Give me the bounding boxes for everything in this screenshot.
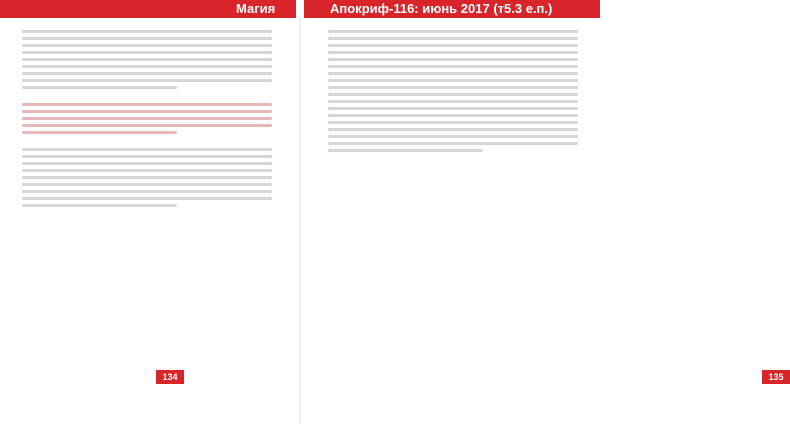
left-page-number: 134: [156, 370, 184, 384]
right-page-number: 135: [762, 370, 790, 384]
header-band: [0, 0, 600, 18]
right-page-text: [328, 30, 578, 152]
book-spine: [299, 18, 301, 424]
right-page: [328, 30, 784, 394]
header-gutter: [296, 0, 304, 18]
left-page-text-bottom: [22, 148, 272, 207]
left-page: [22, 30, 272, 394]
left-page-text-top: [22, 30, 272, 89]
left-page-header: Магия: [236, 1, 276, 16]
right-page-header: Апокриф-116: июнь 2017 (т5.3 е.п.): [330, 1, 553, 16]
left-page-highlight: [22, 103, 272, 134]
